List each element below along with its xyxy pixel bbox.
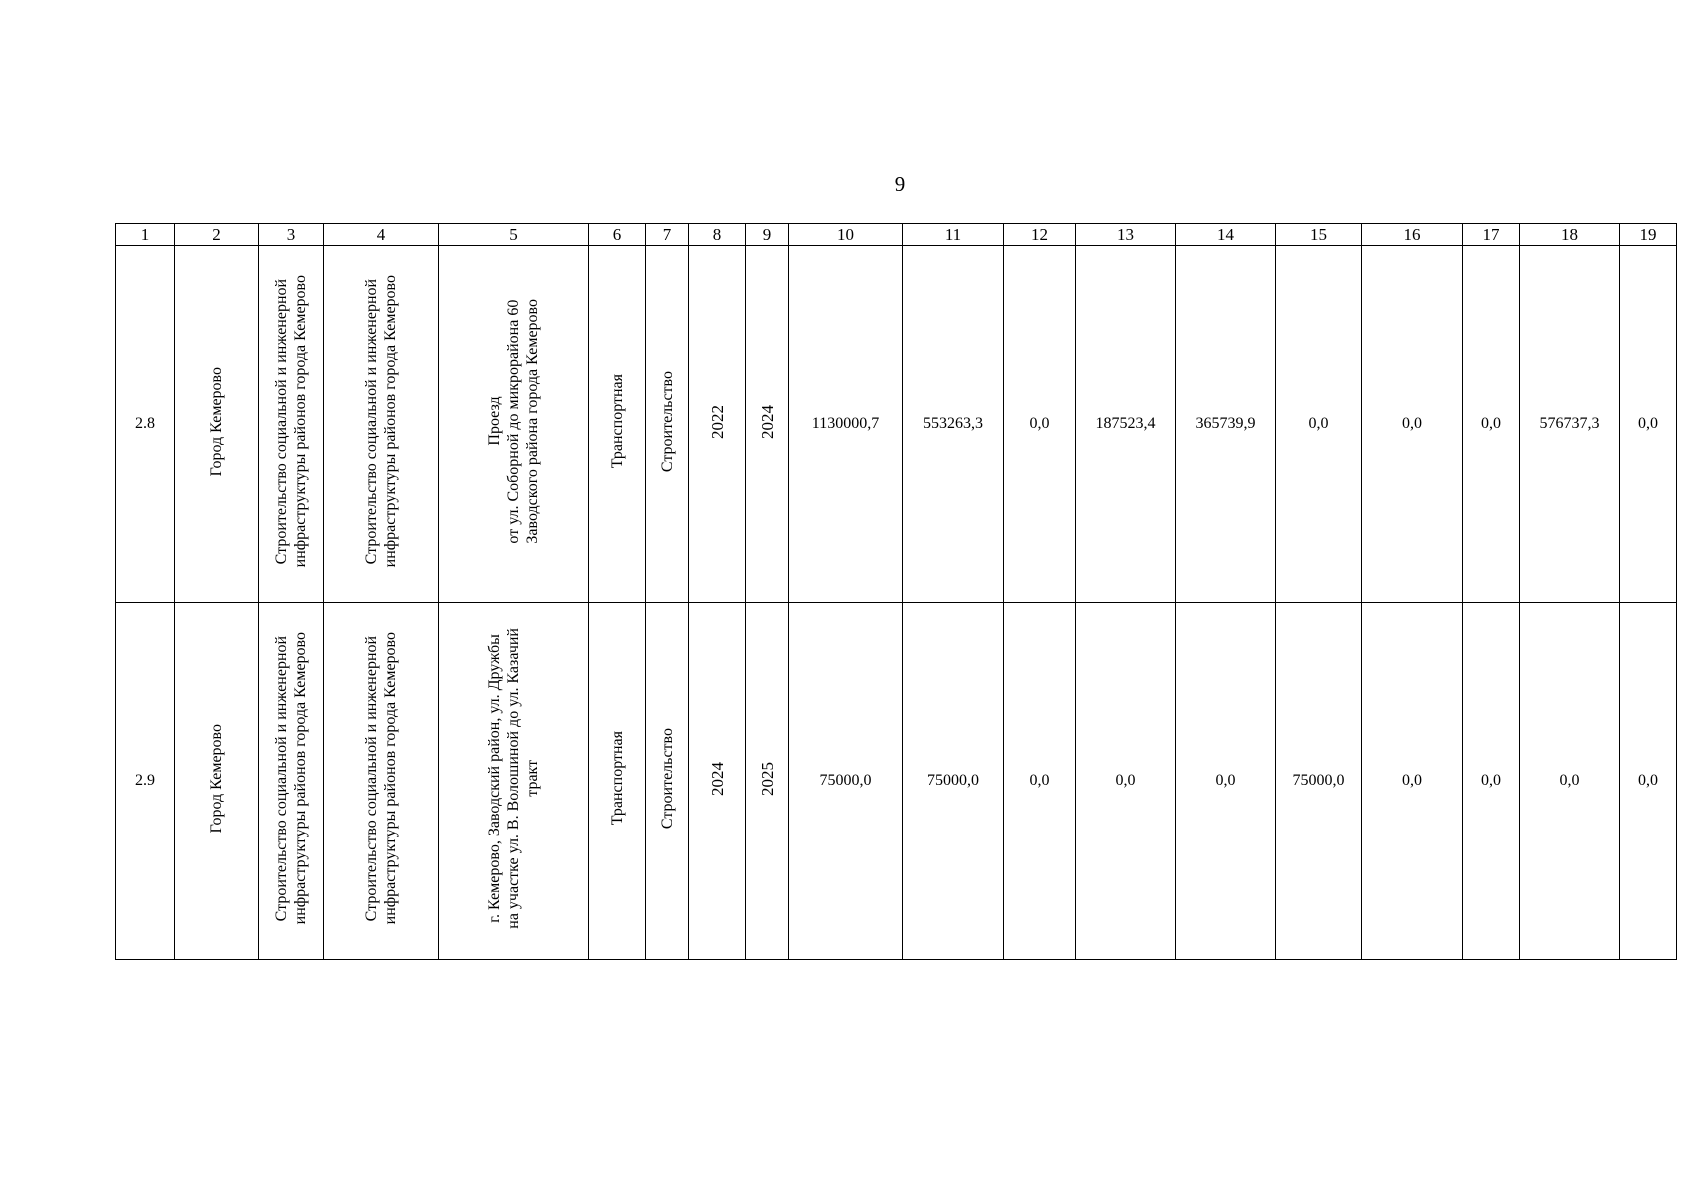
value-cell: 0,0 — [1463, 246, 1520, 603]
value-cell: 0,0 — [1004, 246, 1076, 603]
header-cell: 7 — [646, 224, 689, 246]
work-type-text: Строительство — [658, 370, 676, 473]
value-cell: 1130000,7 — [789, 246, 903, 603]
header-cell: 17 — [1463, 224, 1520, 246]
header-cell: 9 — [746, 224, 789, 246]
program-cell — [259, 246, 324, 603]
header-cell: 4 — [324, 224, 439, 246]
value-cell: 0,0 — [1620, 246, 1677, 603]
row-number: 2.8 — [116, 246, 175, 603]
value-cell: 0,0 — [1362, 603, 1463, 960]
subprogram-cell — [324, 246, 439, 603]
header-cell: 3 — [259, 224, 324, 246]
start-year-text: 2024 — [707, 761, 727, 796]
work-type-text: Строительство — [658, 727, 676, 830]
start-year-text: 2022 — [707, 404, 727, 439]
end-year-text: 2025 — [757, 761, 777, 796]
value-cell: 553263,3 — [903, 246, 1004, 603]
value-cell: 0,0 — [1004, 603, 1076, 960]
subprogram-cell — [324, 603, 439, 960]
header-cell: 16 — [1362, 224, 1463, 246]
infrastructure-type-cell — [589, 603, 646, 960]
municipality-cell — [175, 603, 259, 960]
row-number: 2.9 — [116, 603, 175, 960]
header-row — [116, 224, 1677, 246]
program-text: Строительство социальной и инженерной инфраструктуры районов города Кемерово — [273, 275, 309, 568]
value-cell: 0,0 — [1176, 603, 1276, 960]
header-cell: 6 — [589, 224, 646, 246]
table-row — [116, 603, 1677, 960]
value-cell: 187523,4 — [1076, 246, 1176, 603]
value-cell: 75000,0 — [1276, 603, 1362, 960]
infrastructure-type-text: Транспортная — [608, 374, 626, 469]
value-cell: 0,0 — [1520, 603, 1620, 960]
end-year-text: 2024 — [757, 404, 777, 439]
page-number: 9 — [894, 172, 906, 196]
value-cell: 576737,3 — [1520, 246, 1620, 603]
value-cell: 0,0 — [1076, 603, 1176, 960]
header-cell: 10 — [789, 224, 903, 246]
end-year-cell — [746, 246, 789, 603]
value-cell: 75000,0 — [903, 603, 1004, 960]
end-year-cell — [746, 603, 789, 960]
value-cell: 75000,0 — [789, 603, 903, 960]
start-year-cell — [689, 603, 746, 960]
value-cell: 0,0 — [1276, 246, 1362, 603]
value-cell: 365739,9 — [1176, 246, 1276, 603]
value-cell: 0,0 — [1620, 603, 1677, 960]
municipality-text: Город Кемерово — [208, 723, 225, 834]
header-cell: 11 — [903, 224, 1004, 246]
object-cell — [439, 246, 589, 603]
subprogram-text: Строительство социальной и инженерной инфраструктуры районов города Кемерово — [363, 632, 399, 925]
header-cell: 13 — [1076, 224, 1176, 246]
object-cell — [439, 603, 589, 960]
work-type-cell — [646, 246, 689, 603]
program-text: Строительство социальной и инженерной инфраструктуры районов города Кемерово — [273, 632, 309, 925]
header-cell: 1 — [116, 224, 175, 246]
value-cell: 0,0 — [1463, 603, 1520, 960]
header-cell: 15 — [1276, 224, 1362, 246]
header-cell: 12 — [1004, 224, 1076, 246]
municipality-cell — [175, 246, 259, 603]
header-cell: 19 — [1620, 224, 1677, 246]
object-text: г. Кемерово, Заводский район, ул. Дружбы на участке ул. В. Волошиной до ул. Казачий тракт — [486, 628, 541, 929]
infrastructure-type-cell — [589, 246, 646, 603]
header-cell: 18 — [1520, 224, 1620, 246]
object-text: Проезд от ул. Соборной до микрорайона 60 Заводского района города Кемерово — [486, 299, 541, 544]
start-year-cell — [689, 246, 746, 603]
header-cell: 2 — [175, 224, 259, 246]
table-row — [116, 246, 1677, 603]
municipality-text: Город Кемерово — [208, 366, 225, 477]
program-cell — [259, 603, 324, 960]
header-cell: 5 — [439, 224, 589, 246]
infrastructure-type-text: Транспортная — [608, 731, 626, 826]
value-cell: 0,0 — [1362, 246, 1463, 603]
data-table — [115, 223, 1677, 960]
subprogram-text: Строительство социальной и инженерной инфраструктуры районов города Кемерово — [363, 275, 399, 568]
work-type-cell — [646, 603, 689, 960]
header-cell: 8 — [689, 224, 746, 246]
header-cell: 14 — [1176, 224, 1276, 246]
